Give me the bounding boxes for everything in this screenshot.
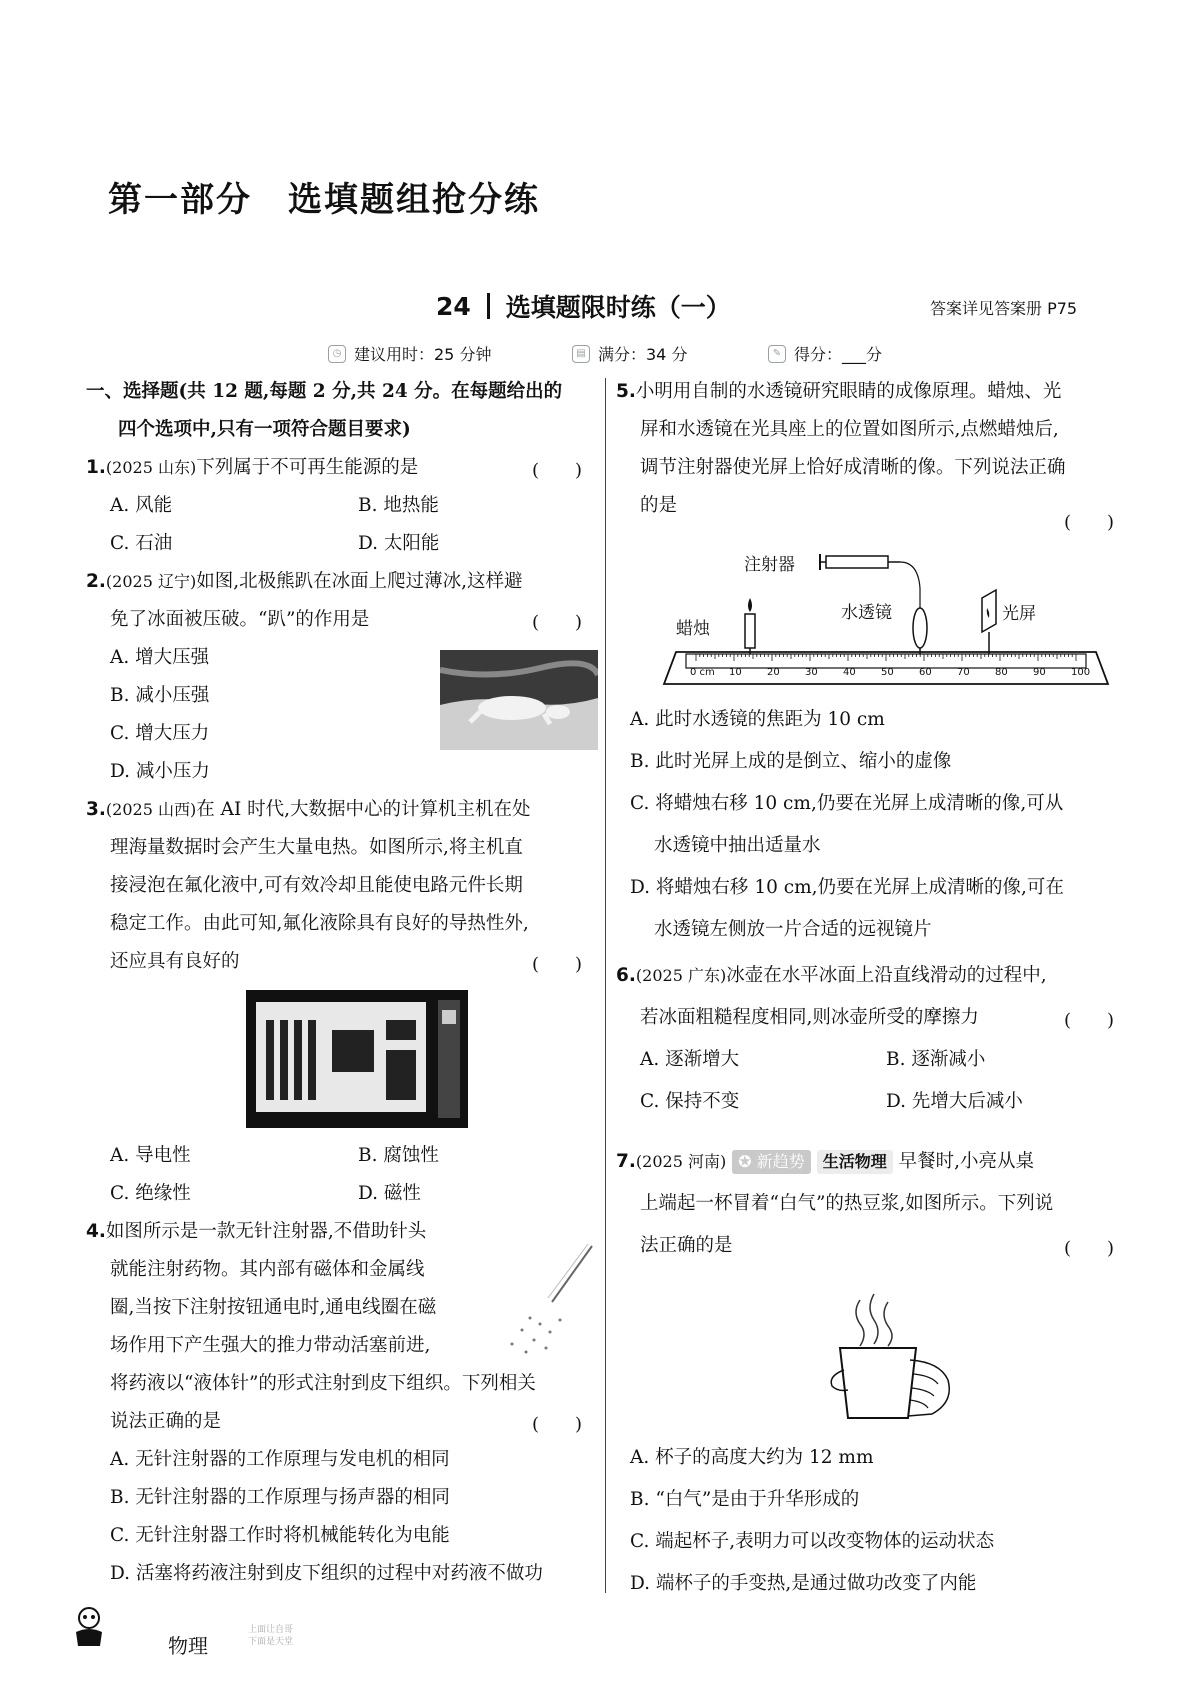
q1-option-d: D. 太阳能 — [358, 533, 440, 554]
q6-answer-blank[interactable]: ( ) — [1064, 1010, 1115, 1031]
lesson-number: 24 — [436, 291, 471, 321]
ruler-tick-label: 100 — [1071, 667, 1091, 678]
q5-option-c-line2: 水透镜中抽出适量水 — [654, 835, 821, 856]
got-label: 得分：___分 — [794, 345, 883, 364]
q3-stem-line1 — [86, 798, 531, 822]
got-info — [768, 342, 882, 365]
q4-option-c: C. 无针注射器工作时将机械能转化为电能 — [110, 1525, 450, 1546]
ruler-tick-label: 20 — [767, 667, 780, 678]
q4-number: 4. — [86, 1221, 106, 1242]
q2-text-1: 如图,北极熊趴在冰面上爬过薄冰,这样避 — [196, 571, 523, 592]
q5-option-d-line2: 水透镜左侧放一片合适的远视镜片 — [654, 919, 932, 940]
syringe — [820, 554, 920, 608]
time-label: 建议用时：25 分钟 — [354, 345, 492, 364]
section-heading-line1: 一、选择题(共 12 题,每题 2 分,共 24 分。在每题给出的 — [86, 381, 563, 402]
ruler-tick-label: 30 — [805, 667, 818, 678]
q4-option-d: D. 活塞将药液注射到皮下组织的过程中对药液不做功 — [110, 1563, 543, 1584]
q2-stem-line2: 免了冰面被压破。“趴”的作用是 — [110, 609, 370, 630]
q2-option-d: D. 减小压力 — [110, 761, 210, 782]
q2-answer-blank[interactable]: ( ) — [532, 612, 583, 633]
q7-option-d: D. 端杯子的手变热,是通过做功改变了内能 — [630, 1573, 977, 1594]
q7-answer-blank[interactable]: ( ) — [1064, 1238, 1115, 1259]
new-trend-label: 新趋势 — [756, 1152, 805, 1171]
polar-bear-photo — [440, 650, 598, 750]
q3-option-a: A. 导电性 — [110, 1145, 191, 1166]
q7-option-b: B. “白气”是由于升华形成的 — [630, 1489, 860, 1510]
q6-stem-line2: 若冰面粗糙程度相同,则冰壶所受的摩擦力 — [640, 1007, 979, 1028]
q6-option-d: D. 先增大后减小 — [886, 1091, 1023, 1112]
q7-stem-line2: 上端起一杯冒着“白气”的热豆浆,如图所示。下列说 — [640, 1193, 1054, 1214]
q4-option-b: B. 无针注射器的工作原理与扬声器的相同 — [110, 1487, 450, 1508]
q4-stem-line2: 就能注射药物。其内部有磁体和金属线 — [110, 1259, 425, 1280]
q7-option-a: A. 杯子的高度大约为 12 mm — [630, 1447, 874, 1468]
q1-number: 1. — [86, 457, 106, 478]
candle-label: 蜡烛 — [676, 619, 710, 639]
hot-soymilk-cup-illustration — [820, 1290, 960, 1424]
ruler-tick-label: 70 — [957, 667, 970, 678]
q3-option-d: D. 磁性 — [358, 1183, 421, 1204]
ruler-tick-label: 40 — [843, 667, 856, 678]
q3-stem-line2: 理海量数据时会产生大量电热。如图所示,将主机直 — [110, 837, 523, 858]
q5-stem-line1 — [616, 380, 1061, 404]
q1-source: (2025 山东) — [105, 458, 197, 477]
q4-answer-blank[interactable]: ( ) — [532, 1414, 583, 1435]
q7-number: 7. — [616, 1151, 636, 1172]
server-immersion-photo — [246, 990, 468, 1128]
lesson-title: 选填题限时练（一） — [505, 293, 731, 322]
q4-stem-line5: 将药液以“液体针”的形式注射到皮下组织。下列相关 — [110, 1373, 536, 1394]
q6-number: 6. — [616, 965, 636, 986]
q6-stem-line1 — [616, 964, 1047, 988]
q3-answer-blank[interactable]: ( ) — [532, 954, 583, 975]
q4-stem-line3: 圈,当按下注射按钮通电时,通电线圈在磁 — [110, 1297, 437, 1318]
answer-reference: 答案详见答案册 P75 — [930, 299, 1078, 318]
q3-option-c: C. 绝缘性 — [110, 1183, 191, 1204]
q4-stem-line6: 说法正确的是 — [110, 1411, 222, 1432]
q2-option-c: C. 增大压力 — [110, 723, 210, 744]
ruler-tick-label: 10 — [729, 667, 742, 678]
subject-label: 物理 — [168, 1634, 208, 1658]
part-title: 第一部分 选填题组抢分练 — [108, 180, 540, 220]
q1-text: 下列属于不可再生能源的是 — [196, 457, 419, 478]
q5-stem-line4: 的是 — [640, 495, 678, 516]
score-label: 满分：34 分 — [598, 345, 688, 364]
new-trend-badge — [732, 1150, 811, 1174]
q5-text-1: 小明用自制的水透镜研究眼睛的成像原理。蜡烛、光 — [635, 381, 1062, 402]
q7-option-c: C. 端起杯子,表明力可以改变物体的运动状态 — [630, 1531, 995, 1552]
q1-option-b: B. 地热能 — [358, 495, 439, 516]
q6-option-c: C. 保持不变 — [640, 1091, 740, 1112]
score-info — [572, 342, 687, 365]
ruler-tick-label: 50 — [881, 667, 894, 678]
ruler-tick-label: 0 cm — [690, 667, 715, 678]
ruler-tick-label: 80 — [995, 667, 1008, 678]
candle — [745, 598, 755, 654]
section-heading-line2: 四个选项中,只有一项符合题目要求) — [118, 419, 411, 440]
q1-option-c: C. 石油 — [110, 533, 173, 554]
light-screen — [982, 590, 996, 654]
lens-label: 水透镜 — [841, 603, 892, 623]
q2-option-b: B. 减小压强 — [110, 685, 210, 706]
star-icon: ✪ — [738, 1152, 757, 1171]
q5-stem-line3: 调节注射器使光屏上恰好成清晰的像。下列说法正确 — [640, 457, 1066, 478]
q3-text-1: 在 AI 时代,大数据中心的计算机主机在处 — [196, 799, 531, 820]
q5-stem-line2: 屏和水透镜在光具座上的位置如图所示,点燃蜡烛后, — [640, 419, 1059, 440]
needle-free-injector-photo — [500, 1240, 596, 1360]
ruler-tick-label: 60 — [919, 667, 932, 678]
clock-icon: ◷ — [328, 345, 346, 363]
q2-source: (2025 辽宁) — [105, 572, 197, 591]
q1-answer-blank[interactable]: ( ) — [532, 460, 583, 481]
q5-answer-blank[interactable]: ( ) — [1064, 512, 1115, 533]
q4-text-1: 如图所示是一款无针注射器,不借助针头 — [105, 1221, 427, 1242]
q3-source: (2025 山西) — [105, 800, 197, 819]
q5-option-c-line1: C. 将蜡烛右移 10 cm,仍要在光屏上成清晰的像,可从 — [630, 793, 1064, 814]
column-divider — [605, 378, 606, 1593]
footer-slogan-line1: 上面让自哥 — [248, 1625, 294, 1635]
footer-slogan — [248, 1624, 293, 1648]
clipboard-icon: ▤ — [572, 345, 590, 363]
pencil-icon: ✎ — [768, 345, 786, 363]
q6-text-1: 冰壶在水平冰面上沿直线滑动的过程中, — [726, 965, 1047, 986]
q1-option-a: A. 风能 — [110, 495, 173, 516]
q5-option-b: B. 此时光屏上成的是倒立、缩小的虚像 — [630, 751, 952, 772]
q2-stem-line1 — [86, 570, 522, 594]
q4-stem-line1 — [86, 1220, 426, 1244]
q4-stem-line4: 场作用下产生强大的推力带动活塞前进, — [110, 1335, 431, 1356]
screen-label: 光屏 — [1002, 604, 1036, 624]
q7-text-1: 早餐时,小亮从桌 — [898, 1151, 1035, 1172]
q7-stem-line3: 法正确的是 — [640, 1235, 733, 1256]
q6-option-a: A. 逐渐增大 — [640, 1049, 740, 1070]
q3-stem-line5: 还应具有良好的 — [110, 951, 240, 972]
q5-number: 5. — [616, 381, 636, 402]
mascot-logo — [66, 1604, 112, 1650]
heading-separator — [487, 293, 490, 319]
q2-option-a: A. 增大压强 — [110, 647, 210, 668]
life-physics-badge: 生活物理 — [817, 1150, 893, 1174]
q3-stem-line3: 接浸泡在氟化液中,可有效冷却且能使电路元件长期 — [110, 875, 523, 896]
q3-option-b: B. 腐蚀性 — [358, 1145, 439, 1166]
footer-slogan-line2: 下面是天堂 — [248, 1637, 294, 1647]
ruler-tick-label: 90 — [1033, 667, 1046, 678]
water-lens — [913, 608, 927, 648]
q5-option-a: A. 此时水透镜的焦距为 10 cm — [630, 709, 885, 730]
q2-number: 2. — [86, 571, 106, 592]
optical-bench-diagram — [656, 548, 1116, 700]
q4-option-a: A. 无针注射器的工作原理与发电机的相同 — [110, 1449, 450, 1470]
q3-stem-line4: 稳定工作。由此可知,氟化液除具有良好的导热性外, — [110, 913, 529, 934]
q7-stem-line1 — [616, 1150, 1034, 1174]
lesson-heading — [436, 288, 731, 324]
q7-source: (2025 河南) — [635, 1152, 727, 1171]
q5-option-d-line1: D. 将蜡烛右移 10 cm,仍要在光屏上成清晰的像,可在 — [630, 877, 1064, 898]
q1-stem — [86, 456, 418, 480]
q6-source: (2025 广东) — [635, 966, 727, 985]
time-info — [328, 342, 491, 365]
q3-number: 3. — [86, 799, 106, 820]
q6-option-b: B. 逐渐减小 — [886, 1049, 986, 1070]
syringe-label: 注射器 — [744, 555, 795, 575]
